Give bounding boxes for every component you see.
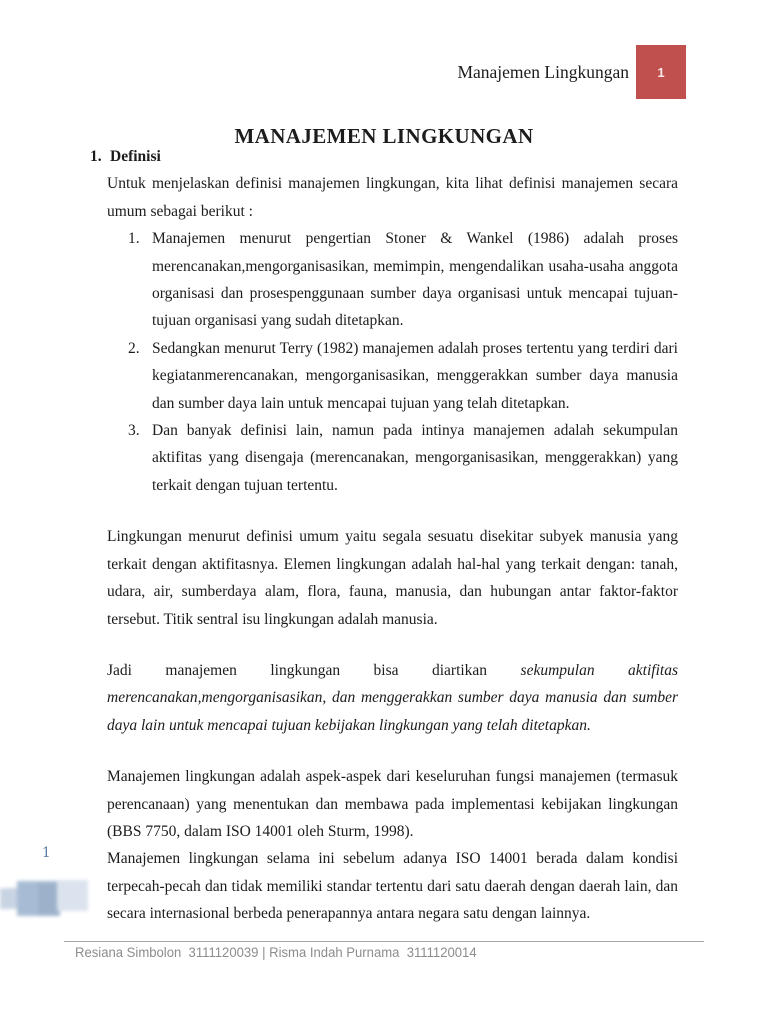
page-number-badge: 1 bbox=[636, 45, 686, 99]
paragraph-jadi bbox=[107, 657, 678, 739]
footer-authors: Resiana Simbolon 3111120039 | Risma Indah Purnama 3111120014 bbox=[75, 945, 477, 960]
footer-divider bbox=[64, 941, 704, 942]
list-item bbox=[128, 225, 678, 335]
document-title: MANAJEMEN LINGKUNGAN bbox=[234, 124, 534, 149]
page-header bbox=[457, 45, 686, 99]
ribbon-thumbnail-graphic bbox=[0, 879, 90, 919]
list-item-text: Sedangkan menurut Terry (1982) manajemen adalah proses tertentu yang terdiri dari kegiatanmerencanakan, mengorganisasikan, menggerakkan sumber daya manusia dan sumber daya lain untuk mencapai tujuan yang telah ditetapkan. bbox=[152, 339, 678, 412]
paragraph-aspek: Manajemen lingkungan adalah aspek-aspek dari keseluruhan fungsi manajemen (termasuk perencanaan) yang menentukan dan membawa pada implementasi kebijakan lingkungan (BBS 7750, dalam ISO 14001 oleh Sturm, 1998). bbox=[107, 768, 678, 840]
list-item-number: 2. bbox=[128, 339, 140, 357]
section-number: 1. bbox=[90, 148, 102, 165]
ribbon-right-fold bbox=[57, 880, 88, 911]
list-item-text: Dan banyak definisi lain, namun pada intinya manajemen adalah sekumpulan aktifitas yang disengaja (merencanakan, mengorganisasikan, menggerakkan) yang terkait dengan tujuan tertentu. bbox=[152, 422, 678, 494]
list-item bbox=[128, 335, 678, 417]
paragraph-jadi-italic: sekumpulan aktifitas merencanakan,mengorganisasikan, dan menggerakkan sumber daya manusia dan sumber daya lain untuk mencapai tujuan kebijakan lingkungan yang telah ditetapkan. bbox=[107, 661, 678, 734]
list-item-number: 1. bbox=[128, 230, 140, 248]
section-heading-label: Definisi bbox=[110, 148, 161, 165]
paragraph-lingkungan: Lingkungan menurut definisi umum yaitu segala sesuatu disekitar subyek manusia yang terkait dengan aktifitasnya. Elemen lingkungan adalah hal-hal yang terkait dengan: tanah, udara, air, sumberdaya alam, flora, fauna, manusia, dan hubungan antar faktor-faktor tersebut. Titik sentral isu lingkungan adalah manusia. bbox=[107, 528, 678, 628]
list-item bbox=[128, 417, 678, 499]
paragraph-selama: Manajemen lingkungan selama ini sebelum adanya ISO 14001 berada dalam kondisi terpecah-pecah dan tidak memiliki standar tertentu dari satu daerah dengan daerah lain, dan secara internasional berbeda penerapannya antara negara satu dengan lainnya. bbox=[107, 850, 678, 923]
paragraph-jadi-lead: Jadi manajemen lingkungan bisa diartikan bbox=[107, 661, 521, 679]
document-body bbox=[90, 143, 678, 928]
list-item-number: 3. bbox=[128, 422, 140, 440]
margin-page-number: 1 bbox=[42, 845, 51, 861]
section-heading bbox=[90, 143, 678, 170]
definition-list bbox=[128, 225, 678, 499]
running-title: Manajemen Lingkungan bbox=[457, 61, 629, 82]
list-item-text: Manajemen menurut pengertian Stoner & Wankel (1986) adalah proses merencanakan,mengorganisasikan, memimpin, mengendalikan usaha-usaha anggota organisasi dan prosespenggunaan sumber daya organisasi untuk mencapai tujuan-tujuan organisasi yang sudah ditetapkan. bbox=[152, 230, 678, 330]
intro-paragraph: Untuk menjelaskan definisi manajemen lingkungan, kita lihat definisi manajemen secara umum sebagai berikut : bbox=[107, 175, 678, 220]
